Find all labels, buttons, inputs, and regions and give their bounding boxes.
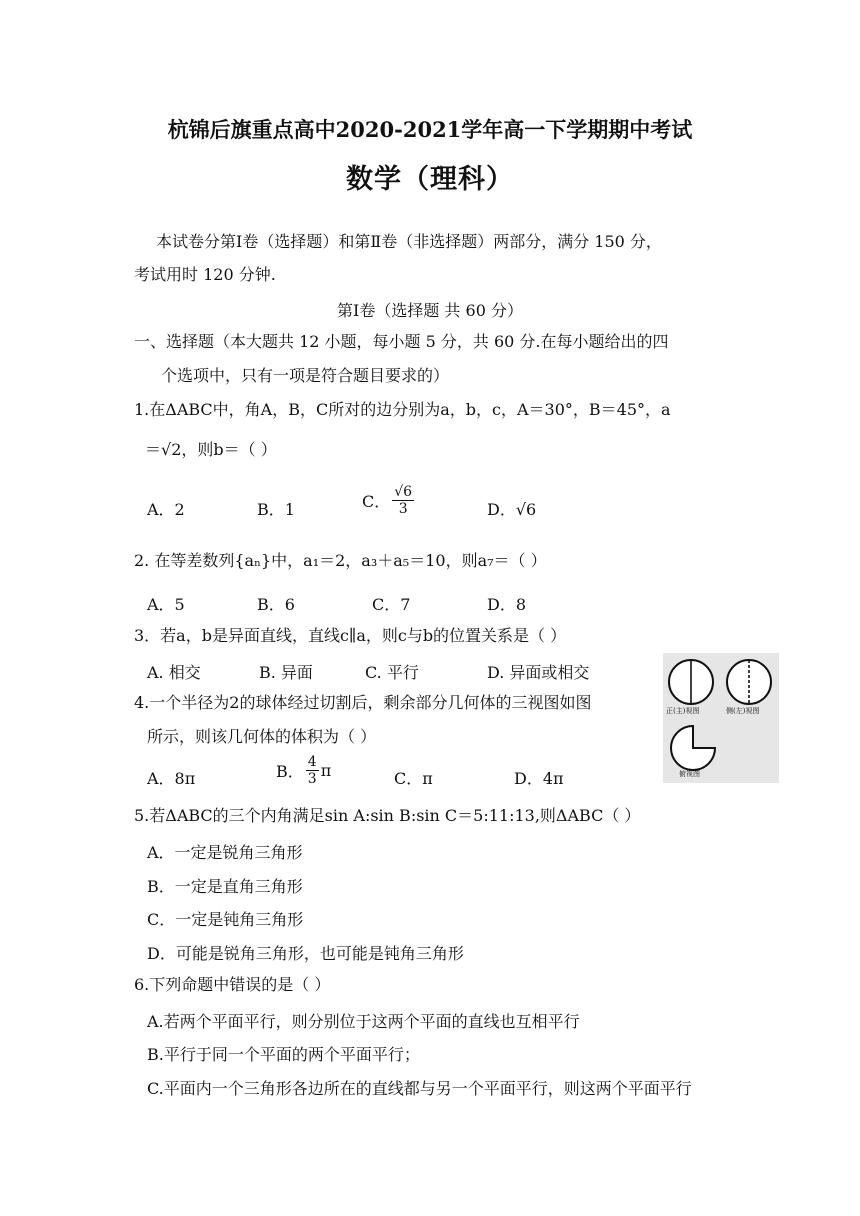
q2-stem: 2. 在等差数列{aₙ}中，a₁＝2，a₃＋a₅＝10，则a₇＝（ ） <box>134 551 547 570</box>
q5-option-d: D．可能是锐角三角形，也可能是钝角三角形 <box>147 944 464 963</box>
q4-option-b-label: B． <box>276 762 304 781</box>
section1-line-1: 一、选择题（本大题共 12 小题，每小题 5 分，共 60 分.在每小题给出的四 <box>134 332 669 351</box>
top-view-label: 俯视图 <box>679 770 700 778</box>
exam-title: 杭锦后旗重点高中2020-2021学年高一下学期期中考试 <box>167 117 693 142</box>
q1-option-b: B．1 <box>257 500 295 519</box>
q5-stem: 5.若ΔABC的三个内角满足sin A:sin B:sin C＝5:11:13,则ΔABC（ ） <box>134 806 641 825</box>
q6-stem: 6.下列命题中错误的是（ ） <box>134 975 331 994</box>
q1-option-c-fraction <box>392 484 414 517</box>
q1-option-c-numerator: √6 <box>394 484 413 500</box>
q4-option-b-numerator: 4 <box>307 754 317 770</box>
q3-option-c: C. 平行 <box>365 663 419 682</box>
q4-stem-line-2: 所示，则该几何体的体积为（ ） <box>147 727 377 746</box>
q1-option-d: D．√6 <box>487 500 537 519</box>
subject-title: 数学（理科） <box>346 164 514 195</box>
three-view-figure <box>663 653 779 783</box>
top-view-shape <box>671 726 715 770</box>
q3-option-a: A. 相交 <box>147 663 201 682</box>
q4-option-b <box>276 754 331 787</box>
q6-option-b: B.平行于同一个平面的两个平面平行； <box>147 1045 420 1064</box>
q3-stem: 3．若a，b是异面直线，直线c∥a，则c与b的位置关系是（ ） <box>134 626 567 645</box>
q1-option-c-label: C． <box>362 492 391 511</box>
q2-option-a: A．5 <box>147 595 185 614</box>
q4-option-a: A．8π <box>147 769 196 788</box>
q5-option-a: A．一定是锐角三角形 <box>147 843 303 862</box>
side-view-label: 侧(左)视图 <box>726 707 760 715</box>
q4-option-b-denominator: 3 <box>307 771 317 787</box>
q1-option-c-denominator: 3 <box>398 501 408 517</box>
q6-option-a: A.若两个平面平行，则分别位于这两个平面的直线也互相平行 <box>147 1012 580 1031</box>
intro-line-2: 考试用时 120 分钟. <box>134 265 276 284</box>
q6-option-c: C.平面内一个三角形各边所在的直线都与另一个平面平行，则这两个平面平行 <box>147 1079 692 1098</box>
q2-option-d: D．8 <box>487 595 527 614</box>
q4-option-b-pi: π <box>320 761 332 780</box>
intro-line-1: 本试卷分第Ⅰ卷（选择题）和第Ⅱ卷（非选择题）两部分，满分 150 分， <box>156 232 662 251</box>
part1-heading: 第Ⅰ卷（选择题 共 60 分） <box>337 301 523 320</box>
q2-option-c: C．7 <box>372 595 411 614</box>
q4-option-b-fraction <box>306 754 319 787</box>
q5-option-c: C．一定是钝角三角形 <box>147 910 304 929</box>
q5-option-b: B．一定是直角三角形 <box>147 877 303 896</box>
q3-option-d: D. 异面或相交 <box>487 663 590 682</box>
q1-stem-line-2: ＝√2，则b＝（ ） <box>145 440 277 459</box>
q1-stem-line-1: 1.在ΔABC中，角A，B，C所对的边分别为a，b，c，A＝30°，B＝45°，a <box>134 400 671 419</box>
q2-option-b: B．6 <box>257 595 295 614</box>
q4-stem-line-1: 4.一个半径为2的球体经过切割后，剩余部分几何体的三视图如图 <box>134 693 592 712</box>
three-view-drawing <box>663 653 779 783</box>
q3-option-b: B. 异面 <box>259 663 313 682</box>
section1-line-2: 个选项中，只有一项是符合题目要求的） <box>161 366 450 385</box>
q1-option-c <box>362 484 416 517</box>
q4-option-d: D．4π <box>514 769 564 788</box>
q4-option-c: C．π <box>394 769 433 788</box>
q1-option-a: A．2 <box>147 500 185 519</box>
front-view-label: 正(主)视图 <box>666 707 700 715</box>
